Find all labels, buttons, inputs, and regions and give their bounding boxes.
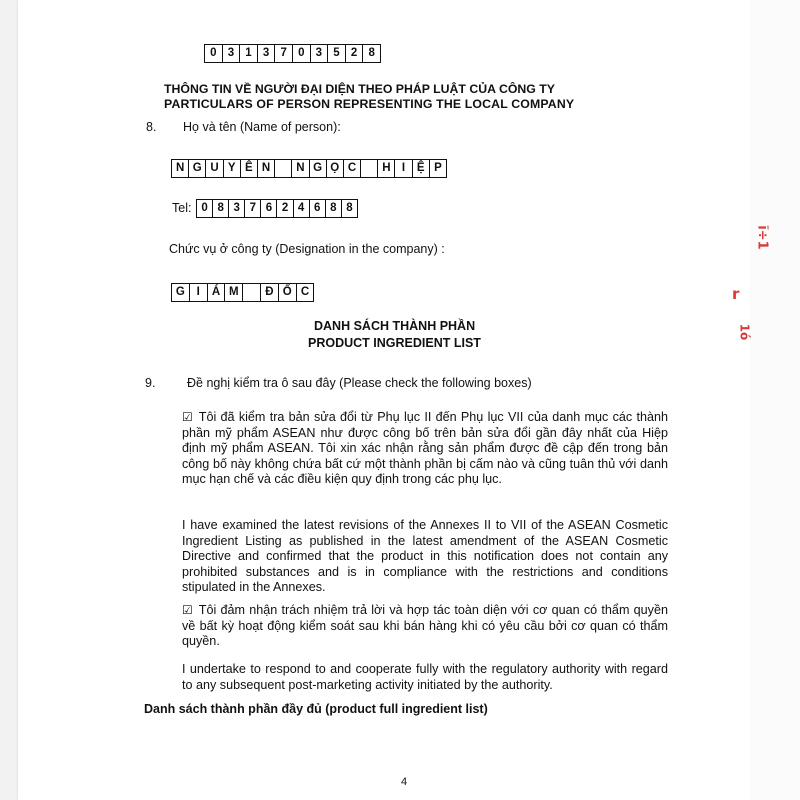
tel-boxes (196, 199, 358, 218)
box-cell (243, 284, 261, 301)
checkbox-1-text-vi: Tôi đã kiểm tra bản sửa đổi từ Phụ lục II đến Phụ lục VII của danh mục các thành phần mỹ phẩm ASEAN như được công bố trên bản sửa đổi gần đây nhất của Hiệp định mỹ phẩm ASEAN. Tôi xin xác nhận rằng sản phẩm được đề cập đến trong bản công bố này không chứa bất cứ một thành phần bị cấm nào và cũng tuân thủ với danh mục hạn chế và các điều kiện quy định trong các phụ lục. (182, 410, 668, 487)
section-title-vi: THÔNG TIN VỀ NGƯỜI ĐẠI DIỆN THEO PHÁP LUẬT CỦA CÔNG TY (164, 82, 555, 96)
name-boxes (171, 159, 447, 178)
box-cell: 0 (205, 45, 223, 62)
box-cell: 3 (258, 45, 276, 62)
box-cell: N (172, 160, 189, 177)
checkbox-1-paragraph-vi (182, 410, 668, 488)
box-cell: 6 (310, 200, 326, 217)
checked-checkbox-icon[interactable]: ☑ (182, 410, 193, 424)
check-instruction: Đề nghị kiểm tra ô sau đây (Please check the following boxes) (187, 376, 532, 390)
box-cell: G (172, 284, 190, 301)
box-cell: N (292, 160, 309, 177)
box-cell: Ọ (327, 160, 344, 177)
box-cell: U (206, 160, 223, 177)
box-cell: 7 (275, 45, 293, 62)
box-cell (361, 160, 378, 177)
box-cell: 3 (223, 45, 241, 62)
box-cell: 8 (346, 202, 353, 214)
item-8-number: 8. (146, 120, 157, 134)
box-cell: 1 (240, 45, 258, 62)
box-cell: 6 (261, 200, 277, 217)
box-cell: Y (224, 160, 241, 177)
box-cell: 8 (368, 47, 375, 59)
box-cell: 8 (326, 200, 342, 217)
box-cell: 3 (229, 200, 245, 217)
box-cell: Đ (261, 284, 279, 301)
box-cell: N (258, 160, 275, 177)
box-cell: G (189, 160, 206, 177)
box-cell: 2 (346, 45, 364, 62)
checked-checkbox-icon[interactable]: ☑ (182, 603, 193, 617)
page-number: 4 (401, 776, 408, 788)
box-cell: M (225, 284, 243, 301)
red-stamp-fragment-middle: r (732, 285, 740, 303)
box-cell: C (300, 286, 310, 298)
box-cell: Ố (279, 284, 297, 301)
box-cell: 0 (197, 200, 213, 217)
name-label: Họ và tên (Name of person): (183, 120, 341, 134)
ingredient-list-title-en: PRODUCT INGREDIENT LIST (308, 336, 481, 350)
checkbox-2-text-vi: Tôi đảm nhận trách nhiệm trả lời và hợp tác toàn diện với cơ quan có thẩm quyền về bất kỳ hoạt động kiểm soát sau khi bán hàng khi có yêu cầu bởi cơ quan có thẩm quyền. (182, 603, 668, 649)
red-stamp-fragment-bottom: 1ό (737, 323, 752, 341)
box-cell: C (344, 160, 361, 177)
box-cell: 5 (328, 45, 346, 62)
document-page (18, 0, 750, 800)
section-title-en: PARTICULARS OF PERSON REPRESENTING THE LOCAL COMPANY (164, 97, 575, 111)
box-cell: I (395, 160, 412, 177)
checkbox-2-paragraph-en: I undertake to respond to and cooperate fully with the regulatory authority with regard to any subsequent post-marketing activity initiated by the authority. (182, 662, 668, 692)
box-cell: Ệ (413, 160, 430, 177)
designation-boxes (171, 283, 314, 302)
designation-label: Chức vụ ở công ty (Designation in the company) : (169, 242, 445, 256)
checkbox-1-paragraph-en: I have examined the latest revisions of the Annexes II to VII of the ASEAN Cosmetic Ingredient Listing as published in the latest amendment of the ASEAN Cosmetic Directive and confirmed that the product in this notification does not contain any prohibited substances and is in compliance with the restrictions and conditions stipulated in the Annexes. (182, 518, 668, 595)
box-cell: Á (208, 284, 226, 301)
box-cell: I (190, 284, 208, 301)
full-ingredient-list-heading: Danh sách thành phần đầy đủ (product full ingredient list) (144, 702, 488, 716)
box-cell: H (378, 160, 395, 177)
box-cell: Ê (241, 160, 258, 177)
red-stamp-fragment-top: ĩ÷1 (754, 225, 770, 250)
box-cell: P (434, 162, 442, 174)
checkbox-2-paragraph-vi (182, 603, 668, 650)
registration-number-boxes (204, 44, 381, 63)
box-cell: 7 (245, 200, 261, 217)
box-cell: 2 (277, 200, 293, 217)
item-9-number: 9. (145, 376, 156, 390)
tel-label: Tel: (172, 201, 192, 215)
box-cell (275, 160, 292, 177)
box-cell: 3 (311, 45, 329, 62)
box-cell: G (310, 160, 327, 177)
page-left-edge (0, 0, 18, 800)
box-cell: 8 (213, 200, 229, 217)
ingredient-list-title-vi: DANH SÁCH THÀNH PHẦN (314, 319, 476, 333)
box-cell: 0 (293, 45, 311, 62)
page-right-edge (732, 0, 800, 800)
box-cell: 4 (294, 200, 310, 217)
